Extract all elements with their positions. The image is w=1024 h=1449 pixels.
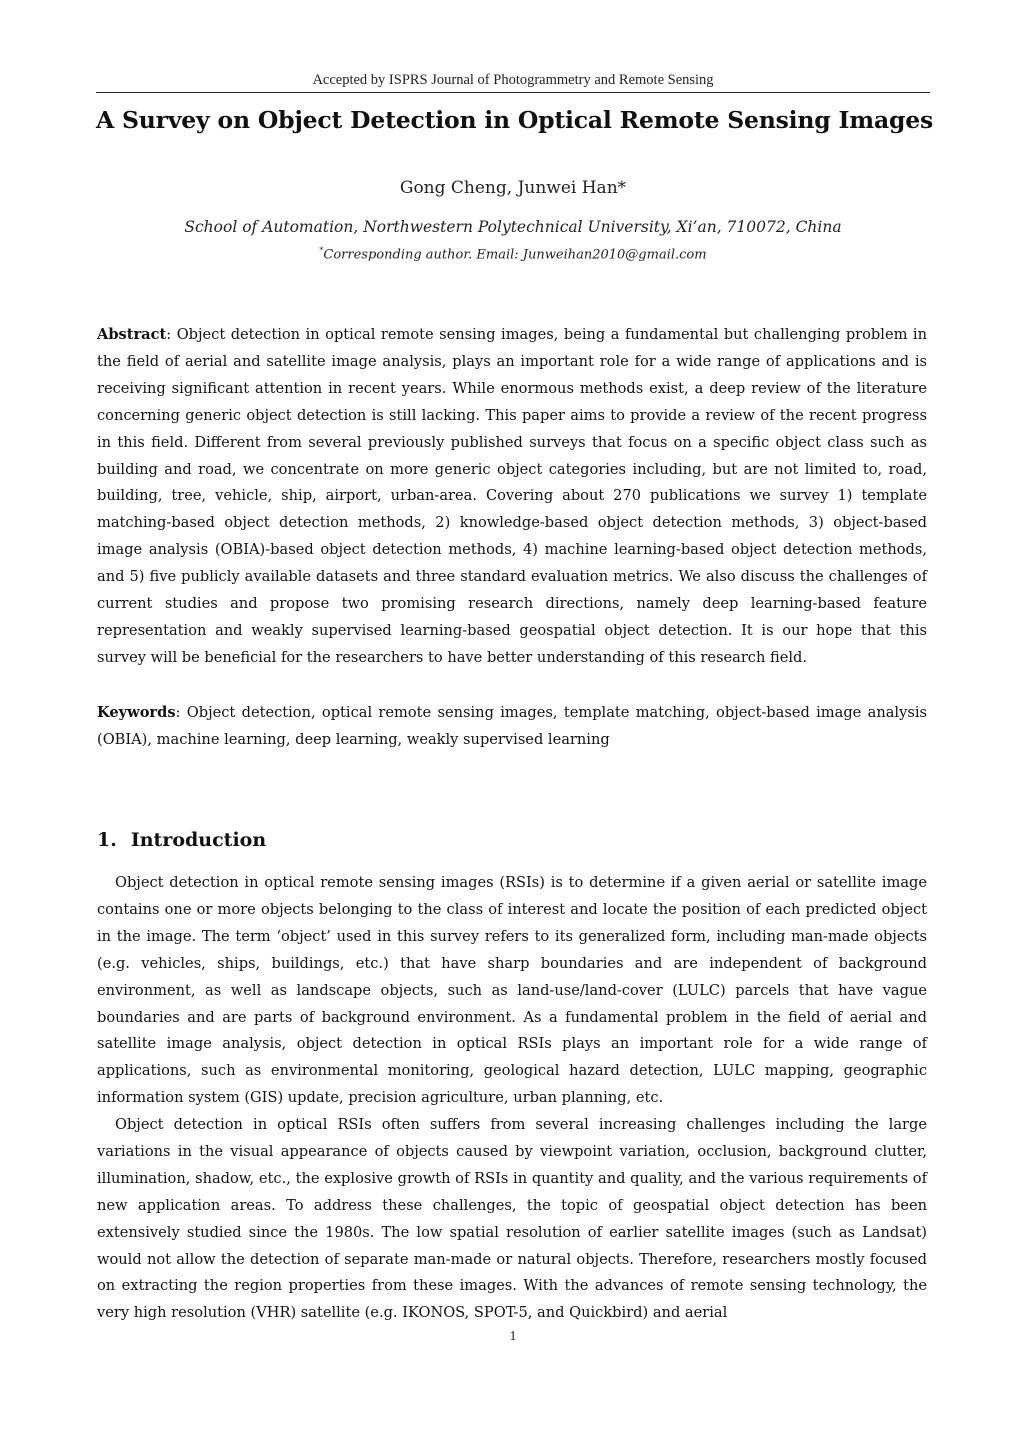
section-heading-introduction <box>97 829 266 851</box>
keywords <box>97 700 927 754</box>
paper-title: A Survey on Object Detection in Optical Remote Sensing Images <box>96 106 934 134</box>
abstract-label: Abstract <box>97 326 167 343</box>
affiliation: School of Automation, Northwestern Polytechnical University, Xi’an, 710072, China <box>184 218 842 236</box>
section-title: Introduction <box>130 829 267 851</box>
corresponding-text: Corresponding author. Email: Junweihan2010@gmail.com <box>323 247 707 263</box>
abstract-text: : Object detection in optical remote sensing images, being a fundamental but challenging problem in the field of aerial and satellite image analysis, plays an important role for a wide range of applications and is receiving significant attention in recent years. While enormous methods exist, a deep review of the literature concerning generic object detection is still lacking. This paper aims to provide a review of the recent progress in this field. Different from several previously published surveys that focus on a specific object class such as building and road, we concentrate on more generic object categories including, but are not limited to, road, building, tree, vehicle, ship, airport, urban-area. Covering about 270 publications we survey 1) template matching-based object detection methods, 2) knowledge-based object detection methods, 3) object-based image analysis (OBIA)-based object detection methods, 4) machine learning-based object detection methods, and 5) five publicly available datasets and three standard evaluation metrics. We also discuss the challenges of current studies and propose two promising research directions, namely deep learning-based feature representation and weakly supervised learning-based geospatial object detection. It is our hope that this survey will be beneficial for the researchers to have better understanding of this research field. <box>97 326 927 666</box>
section-number: 1. <box>97 829 117 851</box>
page-number: 1 <box>509 1329 517 1344</box>
corresponding-marker: * <box>319 246 324 255</box>
corresponding-author-note <box>96 246 930 262</box>
author-list: Gong Cheng, Junwei Han* <box>399 178 627 198</box>
keywords-text: : Object detection, optical remote sensing images, template matching, object-based image analysis (OBIA), machine learning, deep learning, weakly supervised learning <box>97 704 927 748</box>
header-rule <box>96 92 930 93</box>
intro-paragraph: Object detection in optical remote sensing images (RSIs) is to determine if a given aerial or satellite image contains one or more objects belonging to the class of interest and locate the position of each predicted object in the image. The term ‘object’ used in this survey refers to its generalized form, including man-made objects (e.g. vehicles, ships, buildings, etc.) that have sharp boundaries and are independent of background environment, as well as landscape objects, such as land-use/land-cover (LULC) parcels that have vague boundaries and are parts of background environment. As a fundamental problem in the field of aerial and satellite image analysis, object detection in optical RSIs plays an important role for a wide range of applications, such as environmental monitoring, geological hazard detection, LULC mapping, geographic information system (GIS) update, precision agriculture, urban planning, etc. <box>97 874 927 1107</box>
keywords-label: Keywords <box>97 704 176 721</box>
running-head: Accepted by ISPRS Journal of Photogrammetry and Remote Sensing <box>312 72 714 88</box>
intro-paragraph: Object detection in optical RSIs often suffers from several increasing challenges including the large variations in the visual appearance of objects caused by viewpoint variation, occlusion, background clutter, illumination, shadow, etc., the explosive growth of RSIs in quantity and quality, and the various requirements of new application areas. To address these challenges, the topic of geospatial object detection has been extensively studied since the 1980s. The low spatial resolution of earlier satellite images (such as Landsat) would not allow the detection of separate man-made or natural objects. Therefore, researchers mostly focused on extracting the region properties from these images. With the advances of remote sensing technology, the very high resolution (VHR) satellite (e.g. IKONOS, SPOT-5, and Quickbird) and aerial <box>97 1116 927 1322</box>
abstract <box>97 322 927 672</box>
